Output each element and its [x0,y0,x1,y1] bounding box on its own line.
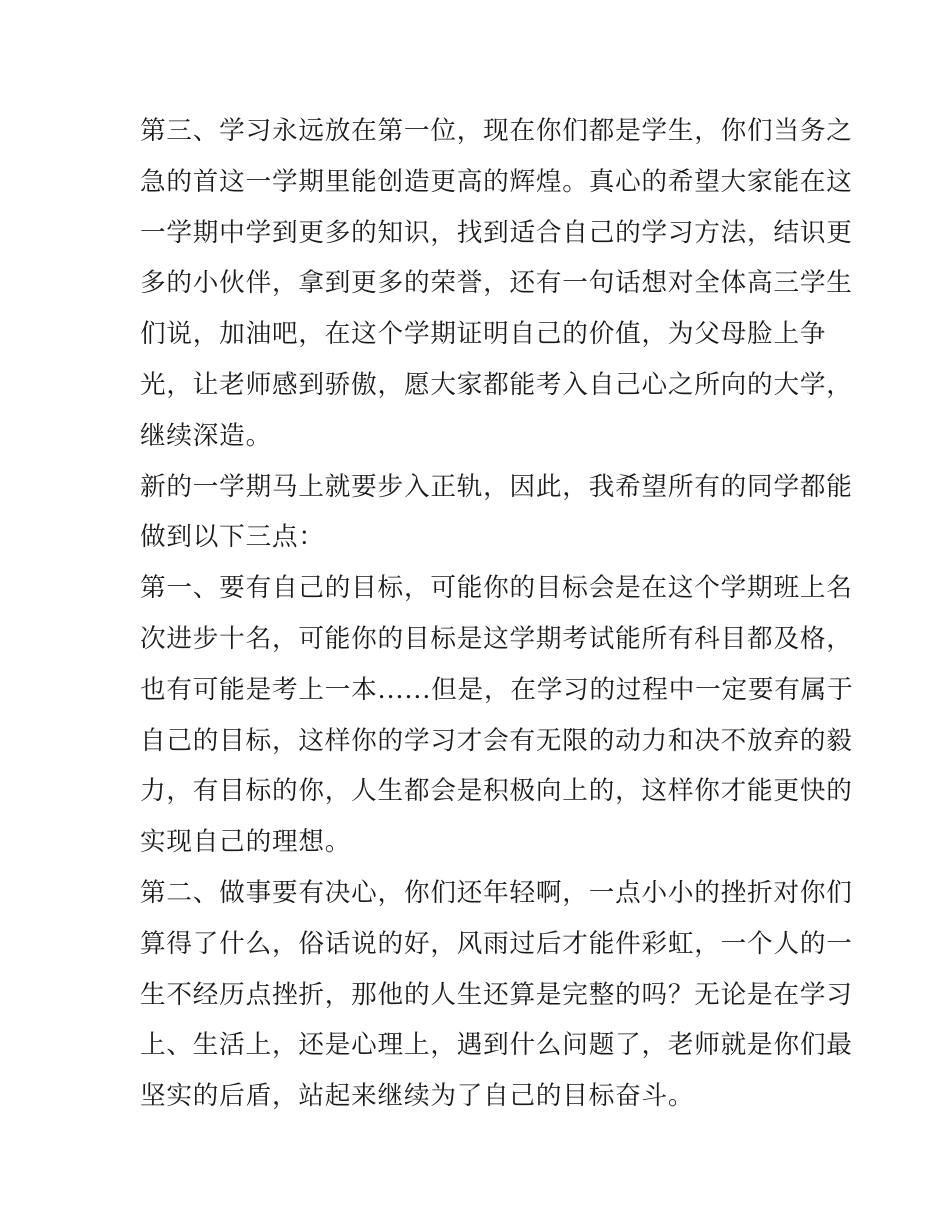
text-line: 自己的目标，这样你的学习才会有无限的动力和决不放弃的毅 [140,725,853,756]
text-line: 生不经历点挫折，那他的人生还算是完整的吗？无论是在学习 [140,979,853,1010]
text-line: 做到以下三点： [140,522,325,553]
text-line: 上、生活上，还是心理上，遇到什么问题了，老师就是你们最 [140,1030,853,1061]
text-line: 实现自己的理想。 [140,827,352,858]
text-line: 次进步十名，可能你的目标是这学期考试能所有科目都及格， [140,623,853,654]
text-line: 新的一学期马上就要步入正轨，因此，我希望所有的同学都能 [140,471,853,502]
text-line: 力，有目标的你，人生都会是积极向上的，这样你才能更快的 [140,776,853,807]
text-line: 算得了什么，俗话说的好，风雨过后才能件彩虹，一个人的一 [140,928,853,959]
text-line: 一学期中学到更多的知识，找到适合自己的学习方法，结识更 [140,217,853,248]
text-line: 继续深造。 [140,420,272,451]
document-body [140,106,854,1122]
text-line: 多的小伙伴，拿到更多的荣誉，还有一句话想对全体高三学生 [140,268,853,299]
text-line: 第二、做事要有决心，你们还年轻啊，一点小小的挫折对你们 [140,877,853,908]
text-line: 也有可能是考上一本......但是，在学习的过程中一定要有属于 [140,674,854,705]
text-line: 坚实的后盾，站起来继续为了自己的目标奋斗。 [140,1081,695,1112]
text-line: 急的首这一学期里能创造更高的辉煌。真心的希望大家能在这 [140,166,853,197]
text-line: 第三、学习永远放在第一位，现在你们都是学生，你们当务之 [140,116,853,146]
text-line: 光，让老师感到骄傲，愿大家都能考入自己心之所向的大学， [140,369,853,400]
text-line: 第一、要有自己的目标，可能你的目标会是在这个学期班上名 [140,573,853,604]
text-line: 们说，加油吧，在这个学期证明自己的价值，为父母脸上争 [140,319,827,350]
